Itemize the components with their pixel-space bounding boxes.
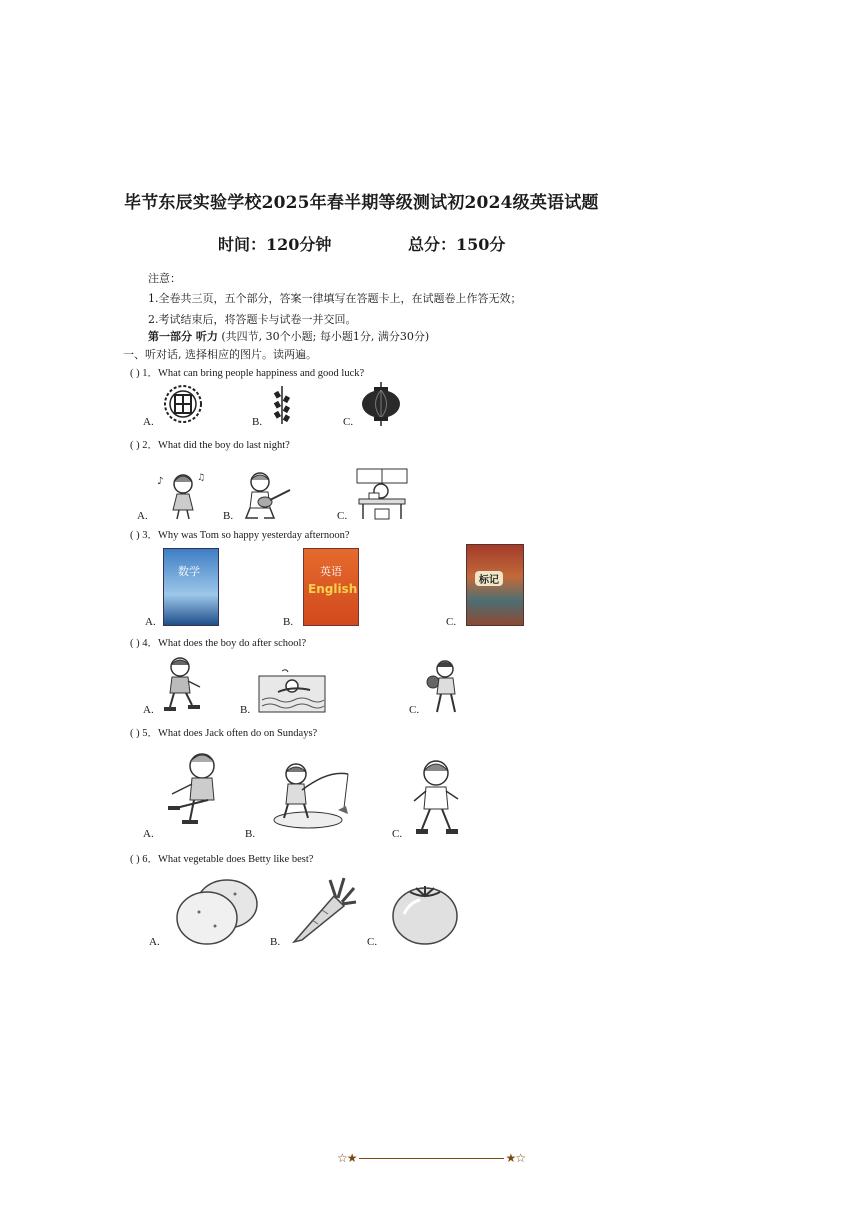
boy-skating-picture [160, 655, 206, 715]
boy-running-picture [410, 757, 462, 837]
girl-ice-skating-picture [162, 746, 224, 832]
footer-stars-right: ★☆ [505, 1151, 526, 1165]
question-1: ( ) 1．What can bring people happiness and good luck? [130, 368, 365, 379]
boy-swimming-picture [258, 668, 326, 714]
potato-picture [175, 874, 261, 946]
page-footer [337, 1151, 525, 1165]
q5-option-c: C. [392, 828, 403, 840]
exam-time: 时间：120分钟 [218, 235, 332, 254]
q1-option-b: B. [252, 416, 263, 428]
q4-option-a: A. [143, 704, 154, 716]
q5-option-a: A. [143, 828, 154, 840]
question-3: ( ) 3．Why was Tom so happy yesterday afternoon? [130, 530, 350, 541]
svg-text:♫: ♫ [197, 473, 206, 483]
boy-reading-at-desk-picture [355, 467, 410, 521]
tomato-picture [390, 878, 460, 946]
math-book-title: 数学 [178, 565, 200, 578]
fu-character-picture [163, 384, 203, 424]
part1-heading-bold: 第一部分 听力 [148, 330, 218, 343]
q2-option-b: B. [223, 510, 234, 522]
part1-heading [148, 328, 429, 344]
part1-heading-detail: (共四节, 30个小题; 每小题1分, 满分30分) [221, 330, 430, 343]
math-book-picture [163, 548, 219, 626]
question-2: ( ) 2．What did the boy do last night? [130, 440, 290, 451]
boy-playing-basketball-picture [425, 658, 467, 716]
section1-instruction: 一、听对话, 选择相应的图片。读两遍。 [123, 348, 317, 361]
q1-option-a: A. [143, 416, 154, 428]
english-book-subtitle: English [308, 582, 358, 596]
english-book-title: 英语 [320, 565, 342, 578]
question-6: ( ) 6．What vegetable does Betty like best? [130, 854, 314, 865]
notes-heading: 注意： [148, 272, 181, 285]
boy-fishing-picture [268, 760, 352, 830]
question-5: ( ) 5．What does Jack often do on Sundays? [130, 728, 318, 739]
q4-option-c: C. [409, 704, 420, 716]
girl-singing-picture [155, 470, 207, 520]
footer-divider [359, 1158, 504, 1159]
q5-option-b: B. [245, 828, 256, 840]
notes-item-1: 1.全卷共三页，五个部分，答案一律填写在答题卡上，在试题卷上作答无效； [148, 292, 522, 305]
q2-option-c: C. [337, 510, 348, 522]
english-book-picture [303, 548, 359, 626]
q2-option-a: A. [137, 510, 148, 522]
boy-playing-guitar-picture [240, 470, 292, 520]
q6-option-c: C. [367, 936, 378, 948]
q1-option-c: C. [343, 416, 354, 428]
firecracker-picture [270, 384, 294, 426]
footer-stars-left: ☆★ [337, 1151, 357, 1165]
q3-option-b: B. [283, 616, 294, 628]
svg-text:♪: ♪ [157, 476, 164, 487]
history-book-picture [466, 544, 524, 626]
question-4: ( ) 4．What does the boy do after school? [130, 638, 307, 649]
carrot-picture [290, 876, 358, 946]
q4-option-b: B. [240, 704, 251, 716]
q6-option-a: A. [149, 936, 160, 948]
exam-total-score: 总分：150分 [408, 235, 506, 254]
exam-title: 毕节东辰实验学校2025年春半期等级测试初2024级英语试题 [124, 193, 599, 213]
q3-option-a: A. [145, 616, 156, 628]
q3-option-c: C. [446, 616, 457, 628]
lantern-picture [360, 382, 402, 426]
history-book-title: 标记 [475, 571, 503, 586]
q6-option-b: B. [270, 936, 281, 948]
notes-item-2: 2.考试结束后，将答题卡与试卷一并交回。 [148, 313, 357, 326]
